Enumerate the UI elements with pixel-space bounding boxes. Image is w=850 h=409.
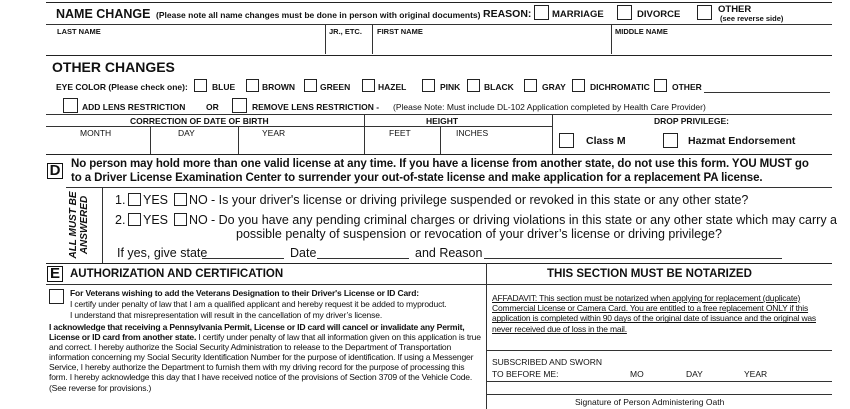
dob-sub-rule	[46, 126, 364, 127]
q2-number: 2.	[115, 213, 126, 227]
dob-day-field[interactable]	[153, 138, 236, 153]
divider-dob-height	[364, 114, 365, 154]
divider-jr-first	[372, 24, 373, 54]
questions-top-rule	[66, 187, 832, 188]
height-feet-label: FEET	[389, 128, 411, 138]
height-inches-label: INCHES	[456, 128, 489, 138]
date-line[interactable]	[317, 258, 409, 259]
top-rule	[46, 2, 832, 3]
give-state-line[interactable]	[202, 258, 284, 259]
date-label: Date	[290, 246, 317, 260]
marriage-checkbox[interactable]	[534, 5, 549, 20]
reason-label: REASON:	[483, 8, 532, 20]
notary-day-label: DAY	[686, 369, 703, 379]
class-m-label: Class M	[586, 135, 626, 147]
eye-dichromatic-label: DICHROMATIC	[590, 82, 650, 92]
height-sub-rule	[364, 126, 552, 127]
divider-last-jr	[325, 24, 326, 54]
section-e-title: AUTHORIZATION AND CERTIFICATION	[70, 268, 284, 280]
q1-yes-label: YES	[143, 193, 169, 207]
notary-date-rule	[486, 381, 832, 382]
eye-color-label: EYE COLOR (Please check one):	[56, 82, 188, 92]
eye-brown-label: BROWN	[262, 82, 296, 92]
q2-text: - Do you have any pending criminal charges or driving violations in this state or any other state which may carry a	[211, 213, 837, 227]
signature-line[interactable]	[486, 394, 832, 395]
eye-black-checkbox[interactable]	[467, 79, 480, 92]
q1-text: - Is your driver's license or driving privilege suspended or revoked in this state or any other state?	[211, 193, 749, 207]
or-label: OR	[206, 102, 219, 112]
to-before-me-label: TO BEFORE ME:	[492, 369, 559, 379]
eye-other-line[interactable]	[704, 92, 830, 93]
divider-first-middle	[611, 24, 612, 54]
eye-blue-label: BLUE	[212, 82, 236, 92]
dob-correction-label: CORRECTION OF DATE OF BIRTH	[130, 116, 269, 126]
veterans-line2: I understand that misrepresentation will result in the cancellation of my driver’s license.	[70, 310, 383, 320]
divider-month-day	[150, 126, 151, 154]
signature-label: Signature of Person Administering Oath	[575, 397, 725, 407]
eye-black-label: BLACK	[484, 82, 514, 92]
name-change-note: (Please note all name changes must be done in person with original documents)	[156, 10, 481, 20]
eye-dichromatic-checkbox[interactable]	[572, 79, 585, 92]
eye-other-label: OTHER	[672, 82, 702, 92]
hazmat-checkbox[interactable]	[663, 133, 678, 148]
section-d-marker: D	[47, 163, 63, 179]
other-reason-checkbox[interactable]	[697, 5, 712, 20]
eye-other-checkbox[interactable]	[654, 79, 667, 92]
vertical-label-line2: ANSWERED	[79, 195, 90, 255]
and-reason-label: and Reason	[415, 246, 483, 260]
hazmat-label: Hazmat Endorsement	[688, 135, 796, 147]
divider-feet-inches	[440, 126, 441, 154]
jr-etc-label: JR., ETC.	[329, 27, 362, 36]
notary-mid-rule	[486, 350, 832, 351]
q1-yes-checkbox[interactable]	[128, 193, 141, 206]
notary-mo-label: MO	[630, 369, 644, 379]
dob-year-label: YEAR	[262, 128, 286, 138]
height-label: HEIGHT	[426, 116, 459, 126]
remove-lens-note: (Please Note: Must include DL-102 Application completed by Health Care Provider)	[393, 102, 706, 112]
dob-month-field[interactable]	[50, 138, 148, 153]
section-e-divider	[486, 263, 487, 409]
notary-date-field[interactable]	[490, 383, 828, 393]
last-name-field[interactable]	[50, 36, 322, 53]
section-e-sub-rule	[46, 284, 832, 285]
eye-green-checkbox[interactable]	[304, 79, 317, 92]
reason-line[interactable]	[484, 258, 782, 259]
divider-height-drop	[552, 114, 553, 154]
eye-green-label: GREEN	[320, 82, 351, 92]
section-d-notice-line2: to a Driver License Examination Center to surrender your out-of-state license and make application for a replacement PA license.	[71, 172, 763, 184]
q2-yes-checkbox[interactable]	[128, 213, 141, 226]
questions-left-rule	[102, 187, 103, 263]
other-changes-title: OTHER CHANGES	[52, 59, 175, 75]
last-name-label: LAST NAME	[57, 27, 101, 36]
add-lens-checkbox[interactable]	[63, 98, 78, 113]
subscribed-label: SUBSCRIBED AND SWORN	[492, 357, 603, 367]
eye-gray-label: GRAY	[542, 82, 566, 92]
class-m-checkbox[interactable]	[559, 133, 574, 148]
eye-hazel-label: HAZEL	[378, 82, 407, 92]
veterans-checkbox[interactable]	[49, 289, 64, 304]
other-reason-note: (see reverse side)	[720, 14, 784, 23]
dob-year-field[interactable]	[241, 138, 362, 153]
height-inches-field[interactable]	[443, 138, 550, 153]
veterans-line1: I certify under penalty of law that I am a qualified applicant and hereby request it be added to myproduct.	[70, 299, 447, 309]
affidavit-text: This section must be notarized when applying for replacement (duplicate) Commercial License or Camera Card. You are entitled to a free replacement ONLY if this application is completed within 90 days of the original date of issuance and the original was never received due of loss in the mail.	[492, 293, 816, 334]
vertical-label-line1: ALL MUST BE	[68, 191, 79, 259]
q2-no-label: NO	[189, 213, 208, 227]
remove-lens-label: REMOVE LENS RESTRICTION -	[252, 102, 380, 112]
middle-name-field[interactable]	[614, 36, 830, 53]
veterans-title: For Veterans wishing to add the Veterans Designation to their Driver's License or ID Card:	[70, 288, 419, 298]
notary-title: THIS SECTION MUST BE NOTARIZED	[547, 268, 752, 280]
eye-gray-checkbox[interactable]	[524, 79, 537, 92]
eye-pink-label: PINK	[440, 82, 461, 92]
middle-name-label: MIDDLE NAME	[615, 27, 668, 36]
divider-day-year	[238, 126, 239, 154]
add-lens-label: ADD LENS RESTRICTION	[82, 102, 186, 112]
drop-privilege-label: DROP PRIVILEGE:	[654, 116, 729, 126]
dob-row-top-rule	[46, 114, 832, 115]
first-name-field[interactable]	[375, 36, 609, 53]
divorce-checkbox[interactable]	[617, 5, 632, 20]
section-d-top-rule	[46, 154, 832, 155]
q1-no-checkbox[interactable]	[174, 193, 187, 206]
section-d-notice-line1: No person may hold more than one valid license at any time. If you have a license from another state, do not use this form. YOU MUST go	[71, 158, 809, 170]
dob-month-label: MONTH	[80, 128, 112, 138]
section-e-top-rule	[46, 263, 832, 264]
section-e-marker: E	[47, 266, 63, 282]
all-must-be-answered-label	[68, 188, 90, 262]
affidavit-paragraph	[492, 293, 829, 334]
eye-hazel-checkbox[interactable]	[362, 79, 375, 92]
q2-no-checkbox[interactable]	[174, 213, 187, 226]
dob-day-label: DAY	[178, 128, 195, 138]
acknowledgement-text: I certify under penalty of law that all information given on this application is true and correct. I hereby authorize the Social Security Administration to release to the Department of Transportation information concerning my Social Security Identification Number for the purpose of identification. If using a Messenger Service, I hereby authorize the Department to furnish them with my driving record for the purpose of processing this form. I hereby acknowledge this day that I have received notice of the provisions of Section 3709 of the Vehicle Code. (See reverse for provisions.)	[49, 332, 481, 393]
give-state-label: If yes, give state	[117, 246, 208, 260]
q1-number: 1.	[115, 193, 126, 207]
acknowledgement-paragraph	[49, 322, 481, 393]
name-row-top-rule	[46, 24, 832, 25]
q2-yes-label: YES	[143, 213, 169, 227]
other-changes-top-rule	[46, 55, 832, 56]
notary-year-label: YEAR	[744, 369, 768, 379]
acknowledgement-bold: I acknowledge that receiving a Pennsylvania Permit, License or ID card will cancel or invalidate any Permit, License or ID card from another state.	[49, 322, 465, 343]
name-change-title: NAME CHANGE	[56, 7, 151, 21]
first-name-label: FIRST NAME	[377, 27, 423, 36]
eye-blue-checkbox[interactable]	[194, 79, 207, 92]
q1-no-label: NO	[189, 193, 208, 207]
affidavit-label: AFFADAVIT:	[492, 293, 538, 303]
remove-lens-checkbox[interactable]	[232, 98, 247, 113]
height-feet-field[interactable]	[367, 138, 438, 153]
other-reason-label: OTHER	[718, 4, 752, 15]
eye-brown-checkbox[interactable]	[246, 79, 259, 92]
jr-etc-field[interactable]	[328, 36, 370, 53]
q2-text-line2: possible penalty of suspension or revocation of your driver’s license or driving privilege?	[236, 227, 722, 241]
divorce-label: DIVORCE	[637, 9, 681, 20]
marriage-label: MARRIAGE	[552, 9, 604, 20]
eye-pink-checkbox[interactable]	[422, 79, 435, 92]
